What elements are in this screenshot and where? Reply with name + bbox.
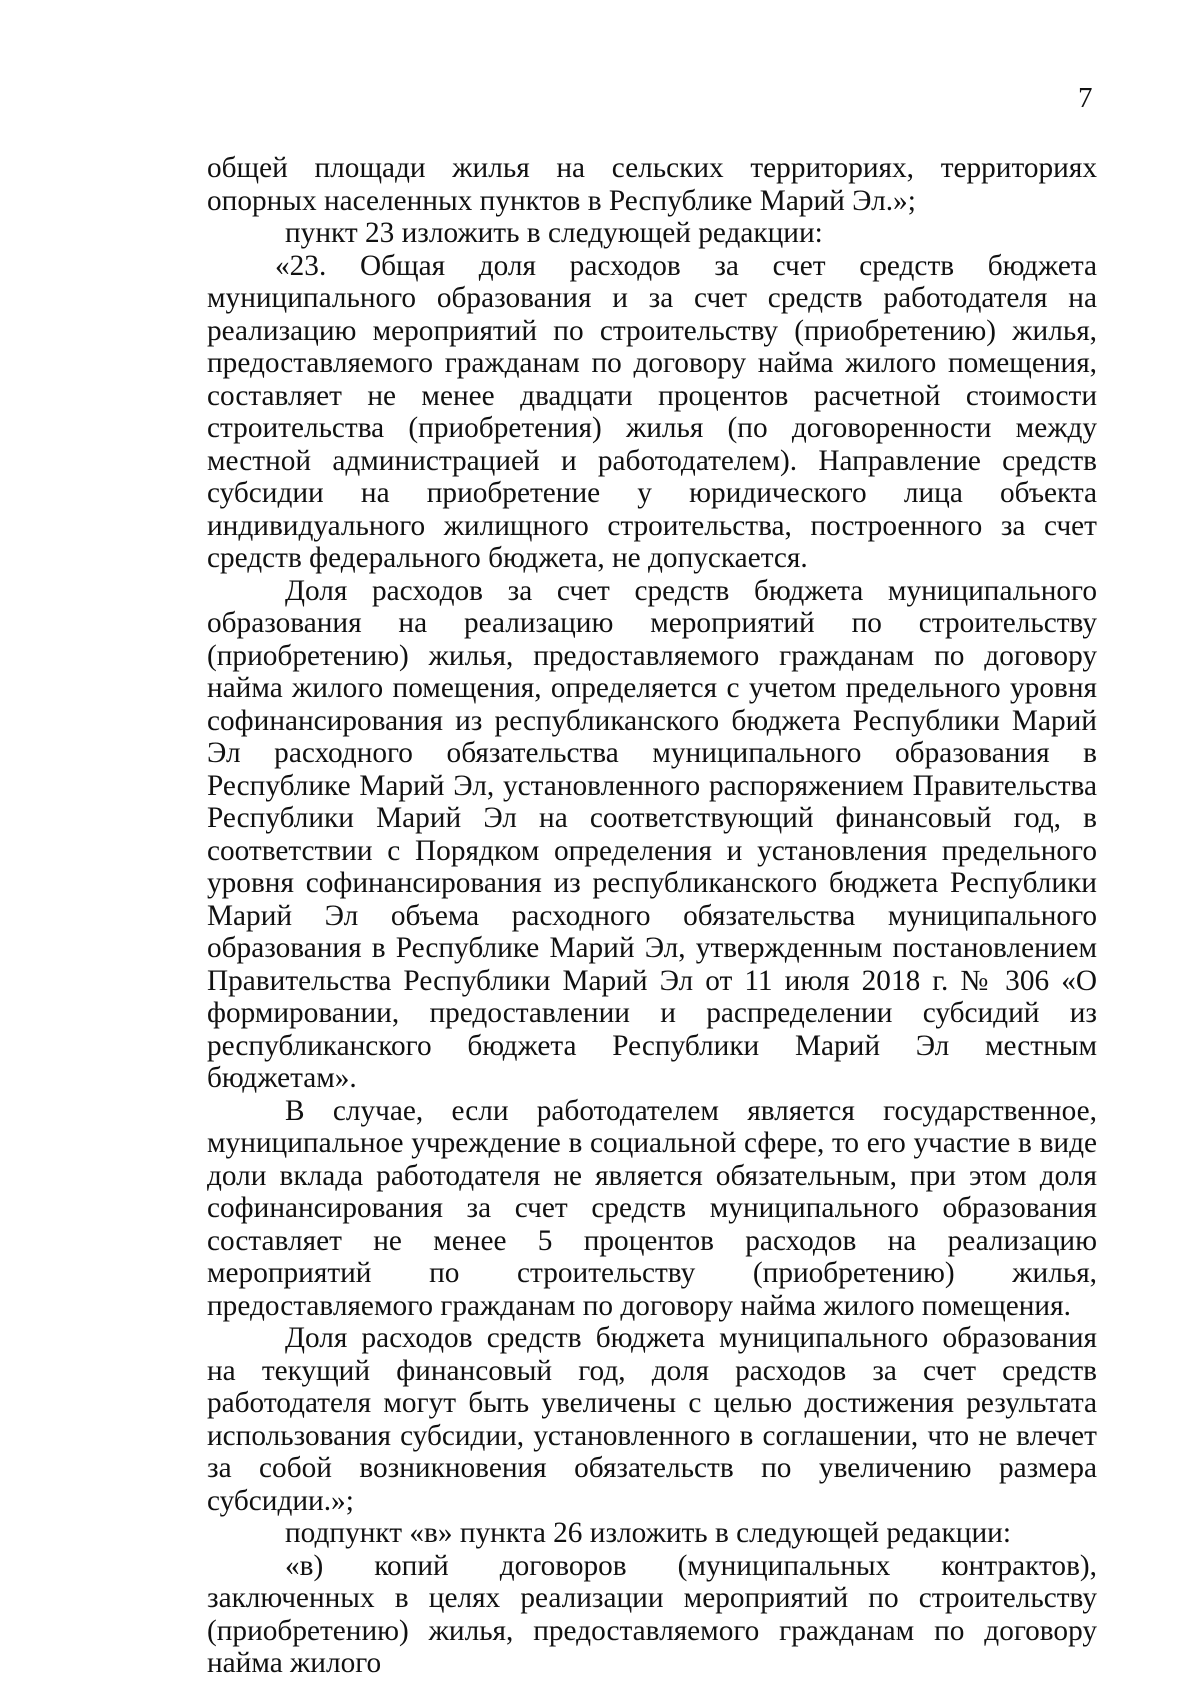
paragraph: «в) копий договоров (муниципальных контрактов), заключенных в целях реализации мероприятий по строительству (приобретению) жилья, предоставляемого гражданам по договору найма жилого [207, 1549, 1097, 1679]
paragraph: общей площади жилья на сельских территориях, территориях опорных населенных пунктов в Республике Марий Эл.»; [207, 152, 1097, 217]
page-number: 7 [1078, 82, 1093, 114]
document-body [207, 152, 1097, 1680]
paragraph: В случае, если работодателем является государственное, муниципальное учреждение в социальной сфере, то его участие в виде доли вклада работодателя не является обязательным, при этом доля софинансирования за счет средств муниципального образования составляет не менее 5 процентов расходов на реализацию мероприятий по строительству (приобретению) жилья, предоставляемого гражданам по договору найма жилого помещения. [207, 1094, 1097, 1322]
paragraph: Доля расходов за счет средств бюджета муниципального образования на реализацию мероприятий по строительству (приобретению) жилья, предоставляемого гражданам по договору найма жилого помещения, определяется с учетом предельного уровня софинансирования из республиканского бюджета Республики Марий Эл расходного обязательства муниципального образования в Республике Марий Эл, установленного распоряжением Правительства Республики Марий Эл на соответствующий финансовый год, в соответствии с Порядком определения и установления предельного уровня софинансирования из республиканского бюджета Республики Марий Эл объема расходного обязательства муниципального образования в Республике Марий Эл, утвержденным постановлением Правительства Республики Марий Эл от 11 июля 2018 г. № 306 «О формировании, предоставлении и распределении субсидий из республиканского бюджета Республики Марий Эл местным бюджетам». [207, 574, 1097, 1094]
paragraph: «23. Общая доля расходов за счет средств бюджета муниципального образования и за счет средств работодателя на реализацию мероприятий по строительству (приобретению) жилья, предоставляемого гражданам по договору найма жилого помещения, составляет не менее двадцати процентов расчетной стоимости строительства (приобретения) жилья (по договоренности между местной администрацией и работодателем). Направление средств субсидии на приобретение у юридического лица объекта индивидуального жилищного строительства, построенного за счет средств федерального бюджета, не допускается. [207, 249, 1097, 574]
paragraph: пункт 23 изложить в следующей редакции: [285, 217, 823, 249]
paragraph: подпункт «в» пункта 26 изложить в следующей редакции: [285, 1517, 1011, 1549]
paragraph: Доля расходов средств бюджета муниципального образования на текущий финансовый год, доля расходов за счет средств работодателя могут быть увеличены с целью достижения результата использования субсидии, установленного в соглашении, что не влечет за собой возникновения обязательств по увеличению размера субсидии.»; [207, 1322, 1097, 1517]
